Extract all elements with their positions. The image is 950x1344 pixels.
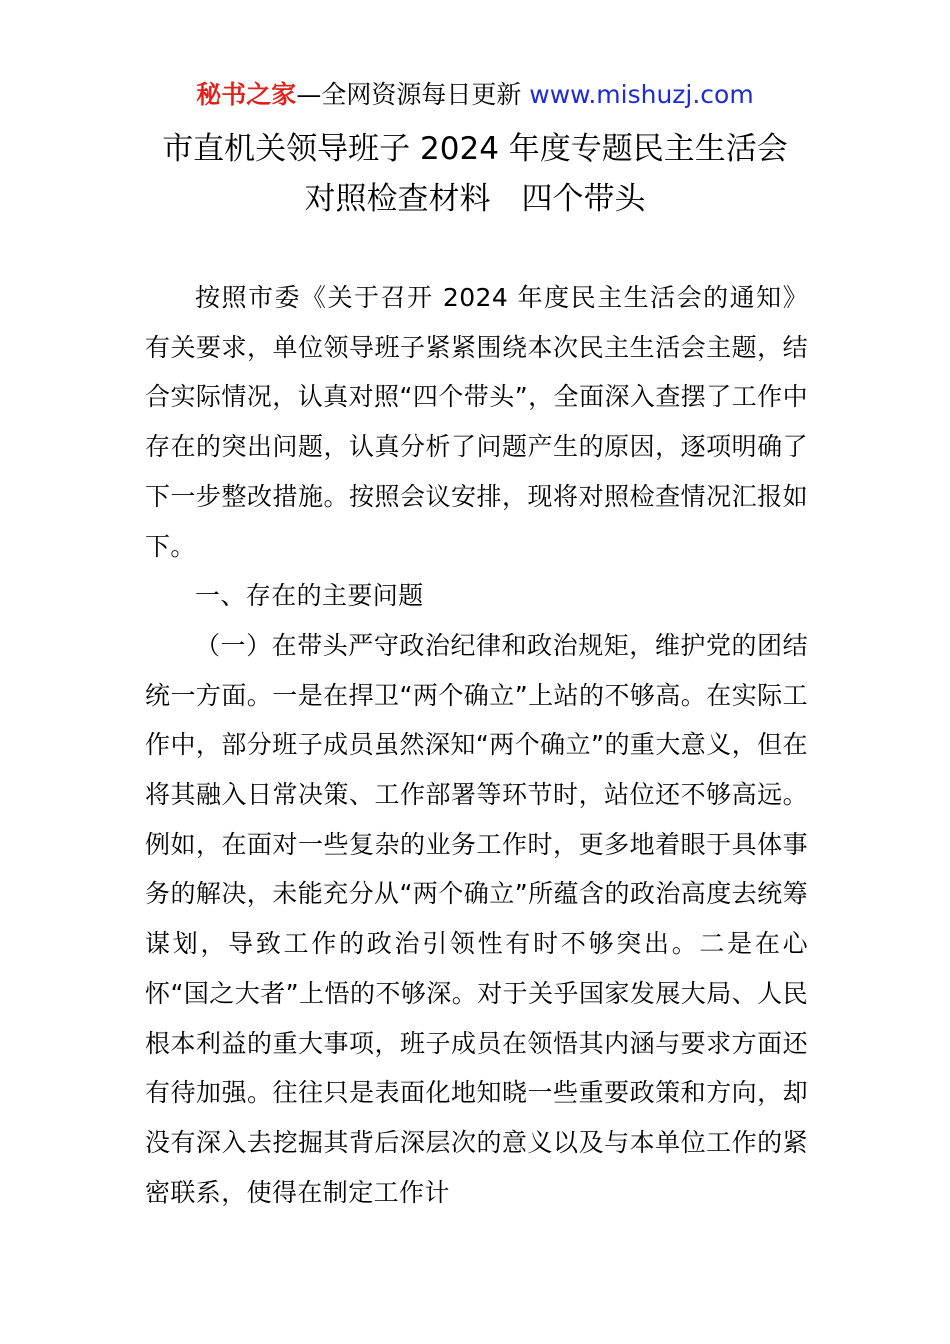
- intro-paragraph: 按照市委《关于召开 2024 年度民主生活会的通知》有关要求，单位领导班子紧紧围绕本次民主生活会主题，结合实际情况，认真对照“四个带头”，全面深入查摆了工作中存在的突出问题，认真分析了问题产生的原因，逐项明确了下一步整改措施。按照会议安排，现将对照检查情况汇报如下。: [145, 283, 808, 561]
- site-banner: [0, 78, 950, 112]
- site-slogan: —全网资源每日更新: [296, 80, 522, 109]
- site-brand: 秘书之家: [196, 80, 297, 109]
- site-url-link[interactable]: www.mishuzj.com: [529, 80, 754, 109]
- body-paragraph: （一）在带头严守政治纪律和政治规矩，维护党的团结统一方面。一是在捍卫“两个确立”上站的不够高。在实际工作中，部分班子成员虽然深知“两个确立”的重大意义，但在将其融入日常决策、工作部署等环节时，站位还不够高远。例如，在面对一些复杂的业务工作时，更多地着眼于具体事务的解决，未能充分从“两个确立”所蕴含的政治高度去统筹谋划，导致工作的政治引领性有时不够突出。二是在心怀“国之大者”上悟的不够深。对于关乎国家发展大局、人民根本利益的重大事项，班子成员在领悟其内涵与要求方面还有待加强。往往只是表面化地知晓一些重要政策和方向，却没有深入去挖掘其背后深层次的意义以及与本单位工作的紧密联系，使得在制定工作计: [145, 630, 808, 1207]
- section-heading: 一、存在的主要问题: [195, 581, 424, 611]
- document-title-line1: 市直机关领导班子 2024 年度专题民主生活会: [162, 131, 788, 167]
- document-title-line2: 对照检查材料 四个带头: [304, 181, 646, 217]
- document-body: [145, 273, 808, 1217]
